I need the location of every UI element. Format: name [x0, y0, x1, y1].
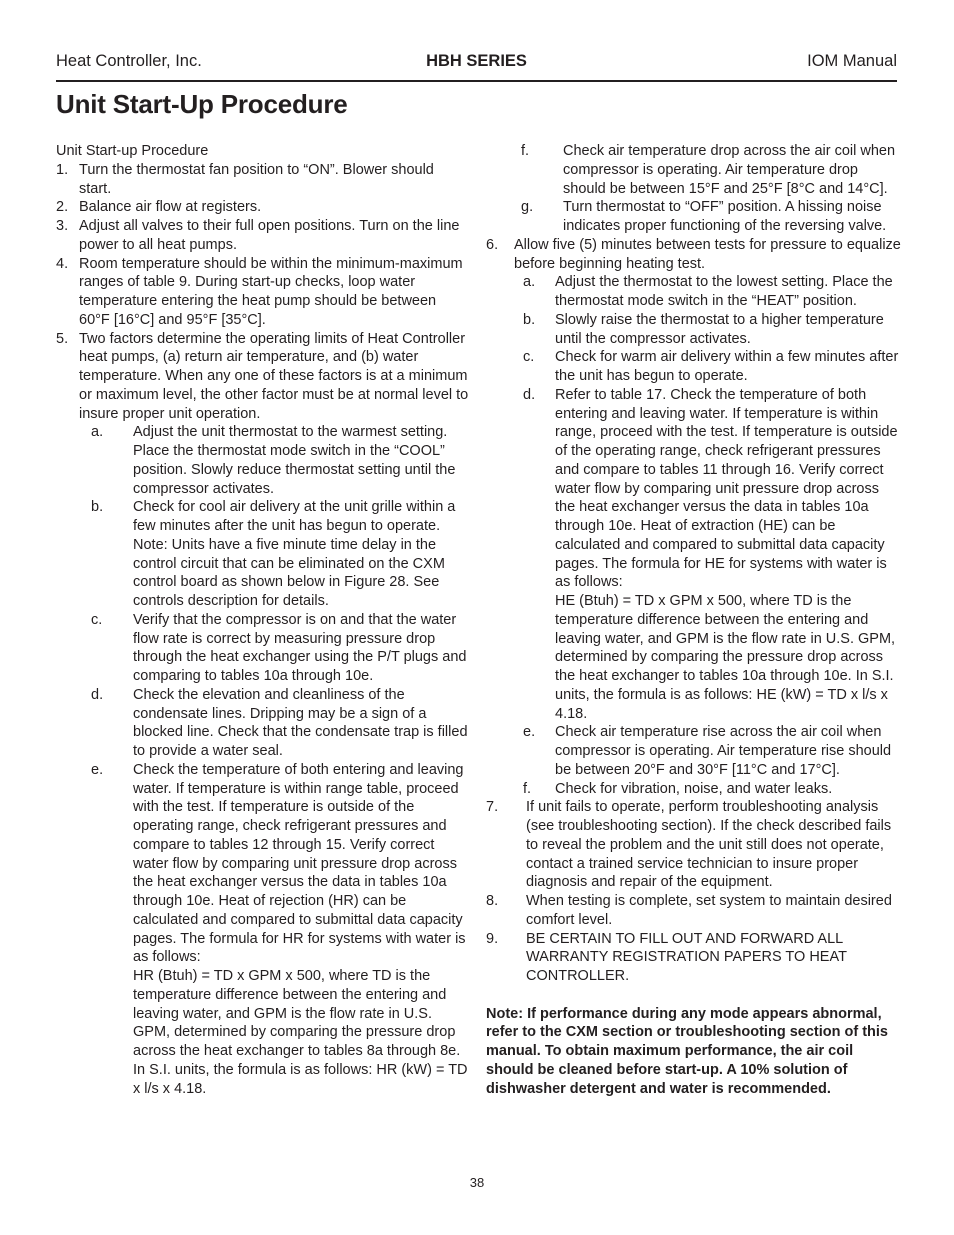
manual-name: IOM Manual [807, 52, 897, 70]
list-marker: f. [523, 780, 532, 797]
page-title: Unit Start-Up Procedure [56, 89, 348, 119]
list-marker: 5. [56, 330, 69, 347]
list-marker: g. [521, 199, 534, 216]
list-item-3 [56, 217, 470, 255]
list-marker: 7. [486, 799, 499, 816]
list-marker: 2. [56, 199, 69, 216]
list-item-5 [56, 330, 470, 424]
sub-item-5d [56, 686, 470, 761]
list-item-text: Adjust the unit thermostat to the warmest setting. Place the thermostat mode switch in the “COOL” position. Slowly reduce thermostat setting until the compressor activates. [133, 424, 456, 497]
list-item-text: Check the temperature of both entering and leaving water. If temperature is within range table, proceed with the test. If temperature is outside of the operating range, check refrigerant pressures and compare to tables 12 through 15. Verify correct water flow by comparing unit pressure drop across the heat exchanger versus the data in tables 10a through 10e. Heat of rejection (HR) can be calculated and compared to submittal data capacity pages. The formula for HR for systems with water is as follows: [133, 761, 466, 966]
list-marker: a. [91, 424, 104, 441]
list-item-text: Check for cool air delivery at the unit grille within a few minutes after the unit has begun to operate. Note: Units have a five minute time delay in the control circuit that can be eliminated on the CXM control board as shown below in Figure 28. See controls description for details. [133, 499, 456, 609]
sub-item-5b [56, 498, 470, 611]
list-item-text: Slowly raise the thermostat to a higher temperature until the compressor activates. [555, 311, 884, 347]
list-marker: 4. [56, 255, 69, 272]
left-column [56, 142, 470, 1098]
list-marker: 3. [56, 218, 69, 234]
sub-item-5g [486, 198, 901, 236]
list-marker: e. [91, 761, 104, 778]
list-item-text: Two factors determine the operating limits of Heat Controller heat pumps, (a) return air temperature, and (b) water temperature. When any one of these factors is at a minimum or maximum level, the other factor must be at normal level to insure proper unit operation. [79, 330, 469, 422]
list-item-8 [486, 892, 901, 930]
list-marker: e. [523, 724, 536, 741]
list-marker: c. [523, 349, 535, 366]
list-item-text: Turn the thermostat fan position to “ON”. Blower should start. [79, 161, 434, 197]
performance-note: Note: If performance during any mode appears abnormal, refer to the CXM section or troubleshooting section of this manual. To obtain maximum performance, the air coil should be cleaned before start-up. A 10% solution of dishwasher detergent and water is recommended. [486, 1005, 888, 1097]
procedure-intro: Unit Start-up Procedure [56, 143, 209, 159]
list-item-text: Check air temperature drop across the air coil when compressor is operating. Air temperature drop should be between 15°F and 25°F [8°C and 14°C]. [563, 143, 896, 197]
list-item-2 [56, 198, 470, 217]
header-rule [56, 80, 897, 82]
list-marker: 8. [486, 893, 499, 909]
list-item-text: Check the elevation and cleanliness of the condensate lines. Dripping may be a sign of a blocked line. Check that the condensate trap is filled to provide a water seal. [133, 686, 468, 759]
list-item-text: Balance air flow at registers. [79, 199, 262, 216]
list-item-6 [486, 236, 901, 274]
company-name: Heat Controller, Inc. [56, 52, 202, 70]
list-item-1 [56, 161, 470, 199]
sub-item-6c [486, 348, 901, 386]
list-item-4 [56, 255, 470, 330]
list-item-text: Check for warm air delivery within a few minutes after the unit has begun to operate. [555, 349, 899, 384]
sub-item-5c [56, 611, 470, 686]
list-marker: c. [91, 611, 103, 628]
sub-item-6f [486, 780, 901, 799]
list-marker: d. [523, 386, 536, 403]
list-item-text: Turn thermostat to “OFF” position. A hissing noise indicates proper functioning of the reversing valve. [563, 199, 887, 234]
list-item-text: If unit fails to operate, perform troubleshooting analysis (see troubleshooting section). If the check described fails to reveal the problem and the unit still does not operate, contact a trained service technician to insure proper diagnosis and repair of the equipment. [526, 799, 892, 891]
page-number: 38 [469, 1175, 485, 1190]
list-item-text: Room temperature should be within the minimum-maximum ranges of table 9. During start-up checks, loop water temperature entering the heat pump should be between 60°F [16°C] and 95°F [35°C]. [79, 255, 463, 328]
list-item-text: Check for vibration, noise, and water leaks. [555, 780, 833, 797]
list-item-9 [486, 930, 901, 986]
list-marker: a. [523, 274, 536, 291]
list-item-text: When testing is complete, set system to maintain desired comfort level. [526, 893, 892, 928]
hr-formula: HR (Btuh) = TD x GPM x 500, where TD is the temperature difference between the entering and leaving water, and GPM is the flow rate in U.S. GPM, determined by comparing the pressure drop across the heat exchanger to tables 8a through 8e. In S.I. units, the formula is as follows: HR (kW) = TD x l/s x 4.18. [133, 968, 468, 1097]
sub-item-6d [486, 386, 901, 724]
sub-item-5e [56, 761, 470, 1099]
list-item-text: Refer to table 17. Check the temperature of both entering and leaving water. If temperature is within range, proceed with the test. If temperature is outside of the operating range, check refrigerant pressures and compare to tables 11 through 16. Verify correct water flow by comparing unit pressure drop across the heat exchanger versus the data in tables 10a through 10e. Heat of extraction (HE) can be calculated and compared to submittal data capacity pages. The formula for HE for systems with water is as follows: [555, 386, 898, 591]
list-item-7 [486, 798, 901, 892]
sub-item-5a [56, 423, 470, 498]
list-item-text: Allow five (5) minutes between tests for pressure to equalize before beginning heating test. [514, 236, 901, 272]
list-item-text: BE CERTAIN TO FILL OUT AND FORWARD ALL WARRANTY REGISTRATION PAPERS TO HEAT CONTROLLER. [526, 930, 847, 984]
list-item-text: Adjust all valves to their full open positions. Turn on the line power to all heat pumps. [79, 218, 460, 253]
sub-item-6a [486, 273, 901, 311]
list-item-text: Verify that the compressor is on and that the water flow rate is correct by measuring pressure drop through the heat exchanger using the P/T plugs and comparing to tables 10a through 10e. [133, 611, 467, 684]
sub-item-5f [486, 142, 901, 198]
list-marker: b. [523, 311, 536, 328]
page-header [56, 52, 897, 76]
sub-item-6b [486, 311, 901, 349]
list-marker: 1. [56, 161, 69, 178]
he-formula: HE (Btuh) = TD x GPM x 500, where TD is the temperature difference between the entering and leaving water, and GPM is the flow rate in U.S. GPM, determined by comparing the pressure drop across the heat exchanger to tables 10a through 10e. In S.I. units, the formula is as follows: HE (kW) = TD x l/s x 4.18. [555, 593, 896, 722]
list-item-text: Check air temperature rise across the air coil when compressor is operating. Air temperature rise should be between 20°F and 30°F [11°C and 17°C]. [555, 724, 892, 778]
series-name: HBH SERIES [426, 52, 527, 70]
list-marker: 6. [486, 236, 499, 253]
list-marker: b. [91, 499, 104, 516]
list-marker: d. [91, 686, 104, 703]
list-marker: 9. [486, 930, 499, 947]
sub-item-6e [486, 723, 901, 779]
right-column [486, 142, 901, 1098]
list-item-text: Adjust the thermostat to the lowest setting. Place the thermostat mode switch in the “HEAT” position. [555, 274, 893, 309]
list-marker: f. [521, 143, 530, 159]
